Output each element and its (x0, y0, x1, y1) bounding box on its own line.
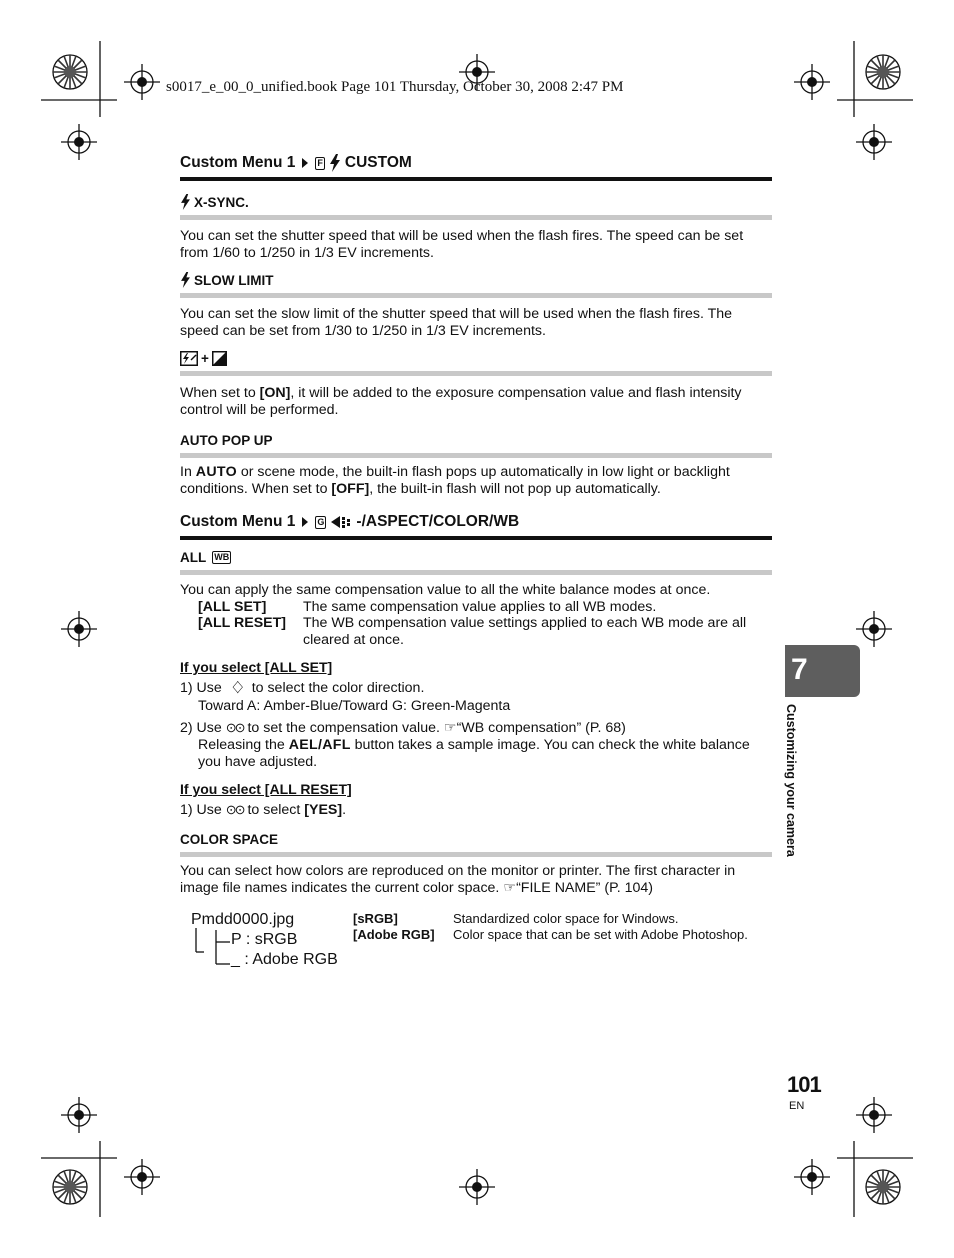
color-space-row: [Adobe RGB] Color space that can be set with Adobe Photoshop. (353, 926, 748, 942)
if-all-reset-title: If you select [ALL RESET] (180, 781, 352, 797)
color-space-options (353, 911, 748, 942)
arrow-right-icon (302, 517, 308, 527)
color-space-paragraph (180, 863, 772, 897)
step-1-all-set: 1) Use 〈〉 to select the color direction. (180, 680, 425, 696)
wb-compensation-icon: WB (214, 552, 230, 562)
reference-icon: ☞ (443, 720, 457, 736)
subsection-title-auto-pop-up (180, 433, 772, 458)
auto-mode-symbol: AUTO (195, 464, 237, 480)
flash-icon (180, 272, 191, 288)
adobe-rgb-prefix-label: _ : Adobe RGB (231, 951, 338, 968)
text-line: You can set the slow limit of the shutter speed that will be used when the flash fires. The (180, 306, 733, 322)
subsection-title-xsync (180, 194, 772, 220)
up-down-buttons-icon: ⊙⊙ (225, 802, 244, 817)
text-line: In AUTO or scene mode, the built-in flash pops up automatically in low light or backlight (180, 464, 730, 480)
color-space-row: [sRGB] Standardized color space for Windows. (353, 911, 679, 926)
text-line: from 1/60 to 1/250 in 1/3 EV increments. (180, 245, 434, 261)
flash-icon (180, 194, 191, 210)
subsection-title-all-wb (180, 550, 772, 575)
subsection-title-text: AUTO POP UP (180, 433, 273, 448)
all-wb-intro: You can apply the same compensation value to all the white balance modes at once. (180, 582, 711, 598)
ael-afl-line-cont: you have adjusted. (198, 754, 318, 770)
ael-afl-button-label: AEL/AFL (288, 737, 351, 753)
section-title-custom (180, 154, 772, 181)
flash-exposure-comp-paragraph (180, 385, 772, 419)
color-direction-line: Toward A: Amber-Blue/Toward G: Green-Magenta (198, 698, 511, 714)
subsection-title-text: ALL (180, 550, 207, 565)
subsection-title-slow-limit (180, 272, 772, 298)
up-down-buttons-icon: ⊙⊙ (225, 720, 244, 735)
subsection-title-text: X-SYNC. (194, 194, 249, 210)
flash-compensation-icon (180, 351, 198, 366)
page-number: 101 (787, 1072, 821, 1097)
flash-icon (329, 154, 341, 172)
reference-icon: ☞ (503, 880, 517, 896)
subsection-title-text: COLOR SPACE (180, 832, 279, 847)
section-title-prefix: Custom Menu 1 (180, 154, 296, 171)
text-line: You can set the shutter speed that will be used when the flash fires. The speed can be set (180, 228, 744, 244)
filename-diagram (191, 910, 338, 970)
text-line: When set to [ON], it will be added to the exposure compensation value and flash intensity (180, 385, 742, 401)
filename-example: Pmdd0000.jpg (191, 911, 295, 928)
section-title-suffix: -/ASPECT/COLOR/WB (356, 513, 520, 530)
exposure-compensation-icon (212, 351, 227, 366)
page-language: EN (789, 1100, 805, 1112)
if-all-set-title: If you select [ALL SET] (180, 659, 333, 675)
auto-pop-up-paragraph (180, 464, 772, 498)
text-line: conditions. When set to [OFF], the built-in flash will not pop up automatically. (180, 481, 661, 497)
text-line: image file names indicates the current color space. ☞“FILE NAME” (P. 104) (180, 880, 653, 896)
image-quality-icon (330, 515, 352, 529)
definition-desc: The same compensation value applies to all WB modes. (303, 599, 657, 615)
section-title-prefix: Custom Menu 1 (180, 513, 296, 530)
left-right-dial-icon: 〈〉 (225, 680, 248, 695)
text-line: control will be performed. (180, 402, 339, 418)
custom-menu-tab-icon: F (317, 157, 323, 168)
definition-row-all-reset (198, 615, 772, 632)
subsection-title-text: SLOW LIMIT (194, 272, 274, 288)
plus-sign: + (201, 351, 209, 366)
step-2-all-set: 2) Use ⊙⊙ to set the compensation value. ☞“WB compensation” (P. 68) (180, 720, 626, 736)
book-header-line: s0017_e_00_0_unified.book Page 101 Thursday, October 30, 2008 2:47 PM (166, 79, 624, 95)
text-line: You can select how colors are reproduced on the monitor or printer. The first character in (180, 863, 736, 879)
definition-term: [ALL RESET] (198, 615, 287, 631)
chapter-label: Customizing your camera (784, 704, 798, 857)
definition-term: [ALL SET] (198, 599, 267, 615)
xsync-paragraph (180, 228, 772, 262)
section-title-suffix: CUSTOM (344, 154, 412, 171)
srgb-prefix-label: P : sRGB (231, 931, 298, 948)
chapter-tab: 7 (785, 645, 860, 697)
subsection-title-flash-exposure-comp (180, 351, 772, 376)
definition-desc: The WB compensation value settings applied to each WB mode are all (303, 615, 747, 631)
custom-menu-tab-icon: G (317, 516, 325, 527)
definition-row-all-set (198, 599, 772, 616)
arrow-right-icon (302, 158, 308, 168)
ael-afl-line: Releasing the AEL/AFL button takes a sample image. You can check the white balance (198, 737, 750, 753)
definition-continuation: cleared at once. (303, 632, 404, 648)
subsection-title-color-space (180, 832, 772, 857)
step-1-all-reset: 1) Use ⊙⊙ to select [YES]. (180, 802, 347, 818)
text-line: speed can be set from 1/30 to 1/250 in 1/3 EV increments. (180, 323, 546, 339)
slow-limit-paragraph (180, 306, 772, 340)
section-title-aspect-color-wb (180, 513, 772, 540)
